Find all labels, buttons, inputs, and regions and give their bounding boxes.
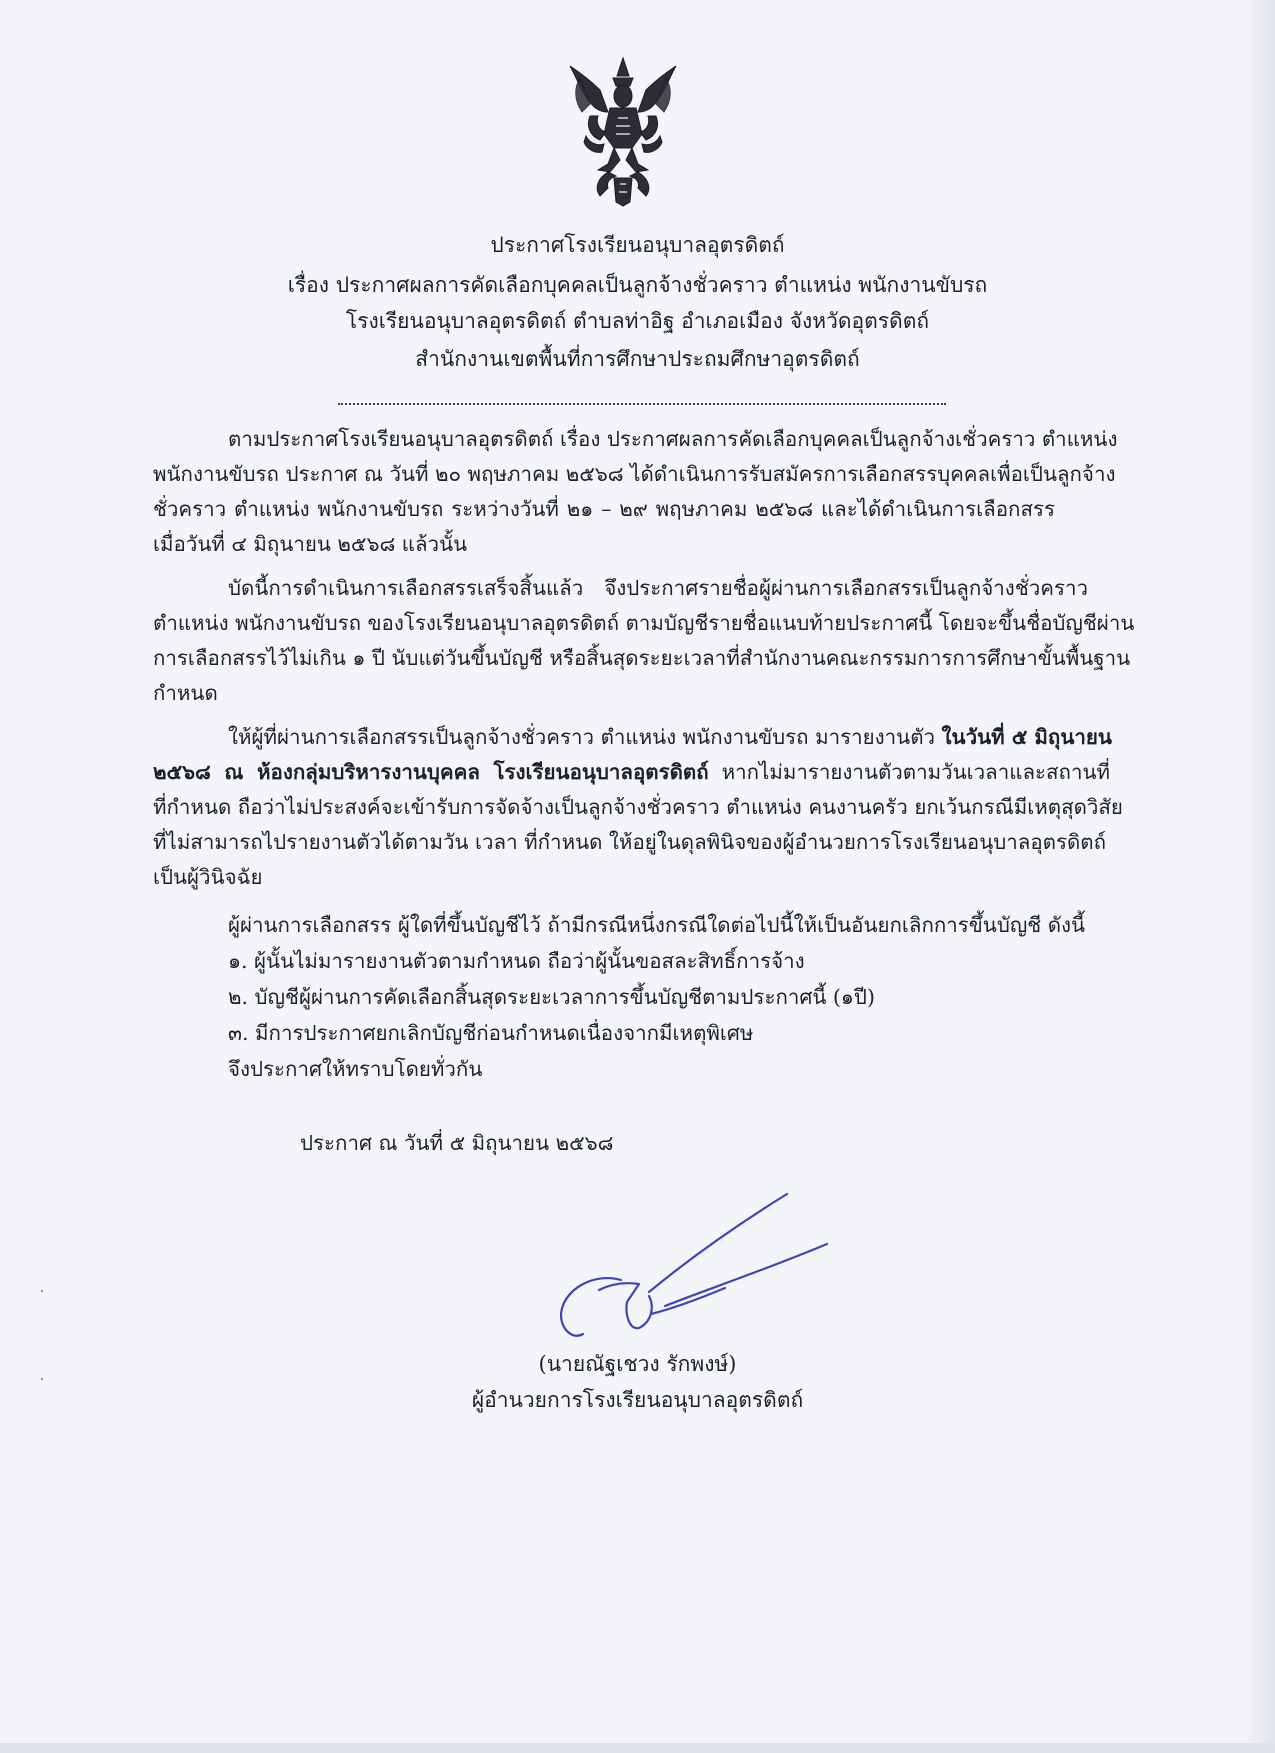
scan-edge-bottom (0, 1743, 1275, 1753)
condition-item: ๓. มีการประกาศยกเลิกบัญชีก่อนกำหนดเนื่องจากมีเหตุพิเศษ (228, 1021, 754, 1045)
paragraph-3-line-2 (153, 759, 1110, 785)
paragraph-1-line-2: พนักงานขับรถ ประกาศ ณ วันที่ ๒๐ พฤษภาคม ๒๕๖๘ ได้ดำเนินการรับสมัครการเลือกสรรบุคคลเพื่อเป็นลูกจ้าง (153, 462, 1116, 486)
announcement-date: ประกาศ ณ วันที่ ๕ มิถุนายน ๒๕๖๘ (300, 1131, 614, 1155)
dotted-divider (338, 403, 946, 405)
paragraph-3-line-4: ที่ไม่สามารถไปรายงานตัวได้ตามวัน เวลา ที่กำหนด ให้อยู่ในดุลพินิจของผู้อำนวยการโรงเรียนอนุบาลอุตรดิตถ์ (153, 830, 1107, 854)
signer-title: ผู้อำนวยการโรงเรียนอนุบาลอุตรดิตถ์ (471, 1388, 804, 1412)
paragraph-2-line-4: กำหนด (153, 681, 218, 705)
scan-edge-right (1247, 0, 1275, 1753)
paragraph-1-line-1: ตามประกาศโรงเรียนอนุบาลอุตรดิตถ์ เรื่อง ประกาศผลการคัดเลือกบุคคลเป็นลูกจ้างเชั่วคราว ตำแหน่ง (228, 427, 1118, 451)
paragraph-2-line-2: ตำแหน่ง พนักงานขับรถ ของโรงเรียนอนุบาลอุตรดิตถ์ ตามบัญชีรายชื่อแนบท้ายประกาศนี้ โดยจะขึ้นชื่อบัญชีผ่าน (153, 611, 1135, 635)
signer-name: (นายณัฐเชวง รักพงษ์) (538, 1352, 737, 1376)
paragraph-2-line-3: การเลือกสรรไว้ไม่เกิน ๑ ปี นับแต่วันขึ้นบัญชี หรือสิ้นสุดระยะเวลาที่สำนักงานคณะกรรมการการศึกษาขั้นพื้นฐาน (153, 646, 1131, 670)
signature-icon (555, 1190, 835, 1340)
report-place-bold: ๒๕๖๘ ณ ห้องกลุ่มบริหารงานบุคคล โรงเรียนอนุบาลอุตรดิตถ์ (153, 760, 709, 784)
announcement-title: ประกาศโรงเรียนอนุบาลอุตรดิตถ์ (490, 233, 785, 257)
garuda-emblem-icon (568, 56, 678, 208)
announcement-office: สำนักงานเขตพื้นที่การศึกษาประถมศึกษาอุตรดิตถ์ (415, 347, 860, 371)
announcement-location: โรงเรียนอนุบาลอุตรดิตถ์ ตำบลท่าอิฐ อำเภอเมือง จังหวัดอุตรดิตถ์ (345, 309, 930, 333)
paragraph-3-line-3: ที่กำหนด ถือว่าไม่ประสงค์จะเข้ารับการจัดจ้างเป็นลูกจ้างชั่วคราว ตำแหน่ง คนงานครัว ยกเว้นกรณีมีเหตุสุดวิสัย (153, 795, 1123, 819)
scan-speck (41, 1290, 43, 1292)
paragraph-1-line-4: เมื่อวันที่ ๔ มิถุนายน ๒๕๖๘ แล้วนั้น (153, 532, 468, 556)
paragraph-1-line-3: ชั่วคราว ตำแหน่ง พนักงานขับรถ ระหว่างวันที่ ๒๑ – ๒๙ พฤษภาคม ๒๕๖๘ และได้ดำเนินการเลือกสรร (153, 497, 1055, 521)
report-instruction-text: ให้ผู้ที่ผ่านการเลือกสรรเป็นลูกจ้างชั่วคราว ตำแหน่ง พนักงานขับรถ มารายงานตัว (228, 725, 942, 749)
closing-statement: จึงประกาศให้ทราบโดยทั่วกัน (228, 1057, 483, 1081)
condition-item: ๒. บัญชีผู้ผ่านการคัดเลือกสิ้นสุดระยะเวลาการขึ้นบัญชีตามประกาศนี้ (๑ปี) (228, 985, 875, 1009)
conditions-intro: ผู้ผ่านการเลือกสรร ผู้ใดที่ขึ้นบัญชีไว้ ถ้ามีกรณีหนึ่งกรณีใดต่อไปนี้ให้เป็นอันยกเลิกการขึ้นบัญชี ดังนี้ (228, 913, 1086, 937)
condition-item: ๑. ผู้นั้นไม่มารายงานตัวตามกำหนด ถือว่าผู้นั้นขอสละสิทธิ์การจ้าง (228, 949, 805, 973)
paragraph-3-line-5: เป็นผู้วินิจฉัย (153, 865, 263, 889)
scan-speck (41, 1378, 43, 1380)
paragraph-3-line-1 (228, 724, 1110, 750)
report-date-bold: ในวันที่ ๕ มิถุนายน (941, 725, 1112, 749)
report-condition-text: หากไม่มารายงานตัวตามวันเวลาและสถานที่ (708, 760, 1110, 784)
paragraph-2-line-1: บัดนี้การดำเนินการเลือกสรรเสร็จสิ้นแล้ว จึงประกาศรายชื่อผู้ผ่านการเลือกสรรเป็นลูกจ้างชั่วคราว (228, 576, 1088, 600)
announcement-subject: เรื่อง ประกาศผลการคัดเลือกบุคคลเป็นลูกจ้างชั่วคราว ตำแหน่ง พนักงานขับรถ (287, 273, 988, 297)
